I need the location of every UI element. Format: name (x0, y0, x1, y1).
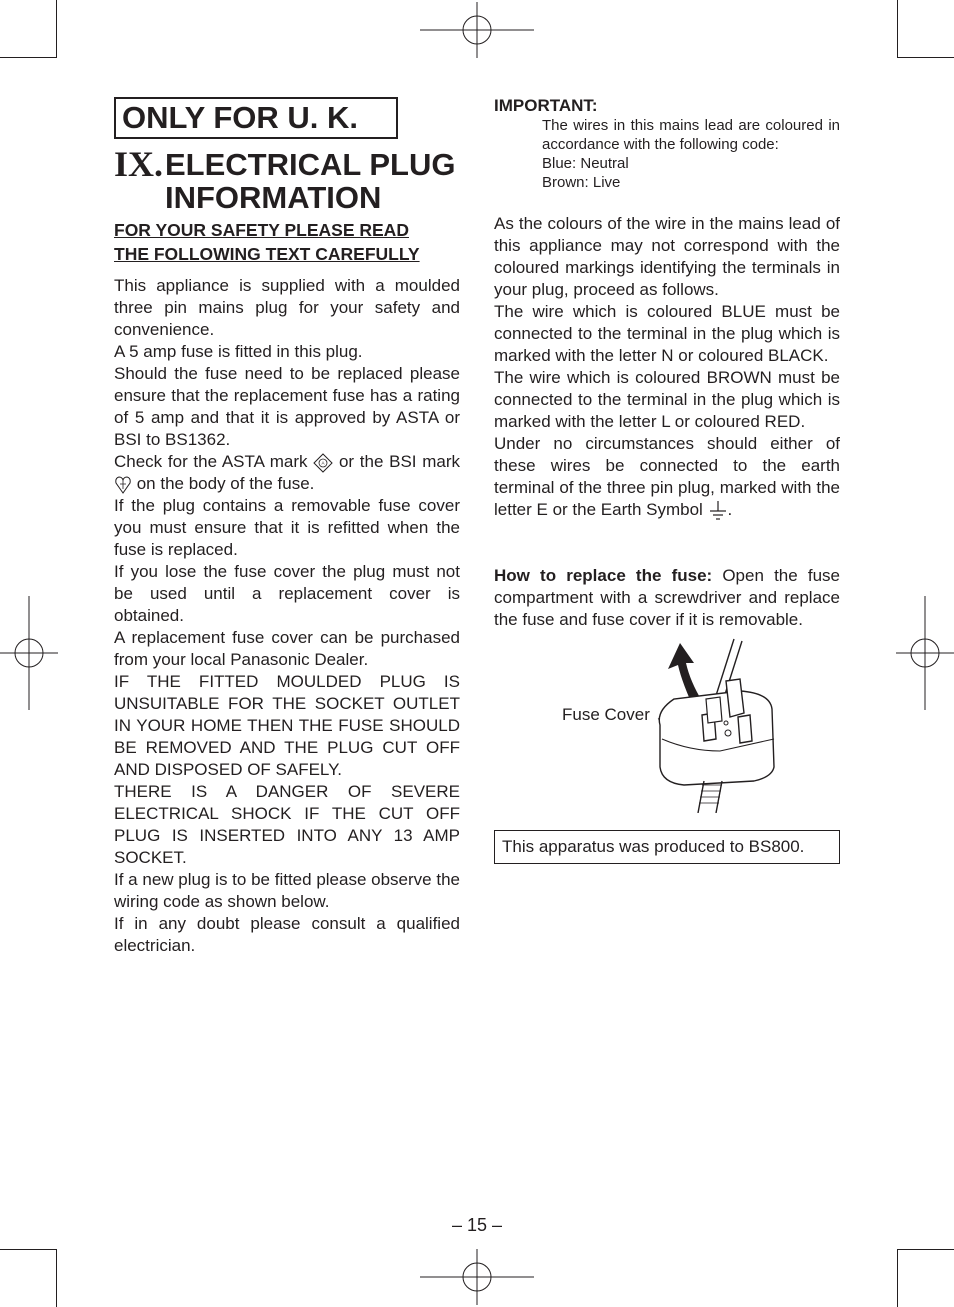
registration-mark-icon (896, 596, 954, 710)
earth-period: . (727, 500, 733, 519)
region-notice-box (114, 97, 398, 139)
crop-mark-icon (56, 0, 57, 58)
crop-mark-icon (897, 1249, 954, 1250)
section-title (165, 148, 465, 214)
bs800-notice-box (494, 830, 840, 864)
safety-heading (114, 218, 460, 266)
paragraph-asta-bsi (114, 451, 460, 495)
howto-paragraph (494, 565, 840, 631)
fuse-cover-label: Fuse Cover (562, 705, 650, 724)
crop-mark-icon (0, 57, 57, 58)
howto-label: How to replace the fuse: (494, 566, 713, 585)
plug-illustration-icon (650, 635, 776, 813)
safety-heading-line2: THE FOLLOWING TEXT CAREFULLY (114, 244, 420, 264)
left-column (114, 275, 460, 957)
paragraph: If in any doubt please consult a qualified electrician. (114, 914, 460, 955)
bs800-notice-text: This apparatus was produced to BS800. (502, 837, 805, 856)
earth-symbol-icon (708, 500, 728, 522)
earth-text: Under no circumstances should either of these wires be connected to the earth terminal of the three pin plug, marked with the letter E or the Earth Symbol (494, 434, 840, 519)
section-title-line1: ELECTRICAL PLUG (165, 147, 456, 182)
right-column (494, 213, 840, 522)
blue-neutral: Blue: Neutral (542, 155, 629, 172)
fuse-body-text: on the body of the fuse. (132, 474, 315, 493)
registration-mark-icon (420, 2, 534, 58)
paragraph-warning: IF THE FITTED MOULDED PLUG IS UNSUITABLE FOR THE SOCKET OUTLET IN YOUR HOME THEN THE FUSE SHOULD BE REMOVED AND THE PLUG CUT OFF AND DISPOSED OF SAFELY. (114, 672, 460, 779)
paragraph: If you lose the fuse cover the plug must not be used until a replacement cover is obtained. (114, 562, 460, 625)
paragraph: A replacement fuse cover can be purchased from your local Panasonic Dealer. (114, 628, 460, 669)
crop-mark-icon (897, 57, 954, 58)
paragraph: A 5 amp fuse is fitted in this plug. (114, 342, 363, 361)
region-notice-text: ONLY FOR U. K. (122, 100, 358, 135)
paragraph-warning: THERE IS A DANGER OF SEVERE ELECTRICAL SHOCK IF THE CUT OFF PLUG IS INSERTED INTO ANY 13 AMP SOCKET. (114, 782, 460, 867)
important-label: IMPORTANT: (494, 96, 598, 115)
svg-text:A: A (321, 460, 325, 466)
bsi-kitemark-icon (114, 475, 132, 495)
wire-code-text: The wires in this mains lead are coloured in accordance with the following code: (542, 117, 840, 153)
brown-live: Brown: Live (542, 174, 621, 191)
paragraph: If the plug contains a removable fuse cover you must ensure that it is refitted when the fuse is replaced. (114, 496, 460, 559)
asta-mark-icon (313, 453, 333, 473)
crop-mark-icon (56, 1249, 57, 1307)
asta-text: Check for the ASTA mark (114, 452, 314, 471)
page-number: – 15 – (451, 1215, 503, 1235)
paragraph: The wire which is coloured BLUE must be connected to the terminal in the plug which is marked with the letter N or coloured BLACK. (494, 302, 840, 365)
section-number: IX. (114, 144, 164, 184)
paragraph: The wire which is coloured BROWN must be connected to the terminal in the plug which is marked with the letter L or coloured RED. (494, 368, 840, 431)
crop-mark-icon (0, 1249, 57, 1250)
paragraph: As the colours of the wire in the mains lead of this appliance may not correspond with the coloured markings identifying the terminals in your plug, proceed as follows. (494, 214, 840, 299)
paragraph-earth (494, 433, 840, 522)
howto-text: Open the fuse compartment with a screwdriver and replace the fuse and fuse cover if it is removable. (494, 566, 840, 629)
registration-mark-icon (420, 1249, 534, 1305)
paragraph: This appliance is supplied with a moulded three pin mains plug for your safety and convenience. (114, 276, 460, 339)
paragraph: If a new plug is to be fitted please observe the wiring code as shown below. (114, 870, 460, 911)
crop-mark-icon (897, 0, 898, 58)
important-body (542, 116, 840, 192)
registration-mark-icon (0, 596, 58, 710)
safety-heading-line1: FOR YOUR SAFETY PLEASE READ (114, 220, 409, 240)
bsi-text: or the BSI mark (333, 452, 460, 471)
section-title-line2: INFORMATION (165, 180, 382, 215)
crop-mark-icon (897, 1249, 898, 1307)
paragraph: Should the fuse need to be replaced please ensure that the replacement fuse has a rating of 5 amp and that it is approved by ASTA or BSI to BS1362. (114, 364, 460, 449)
